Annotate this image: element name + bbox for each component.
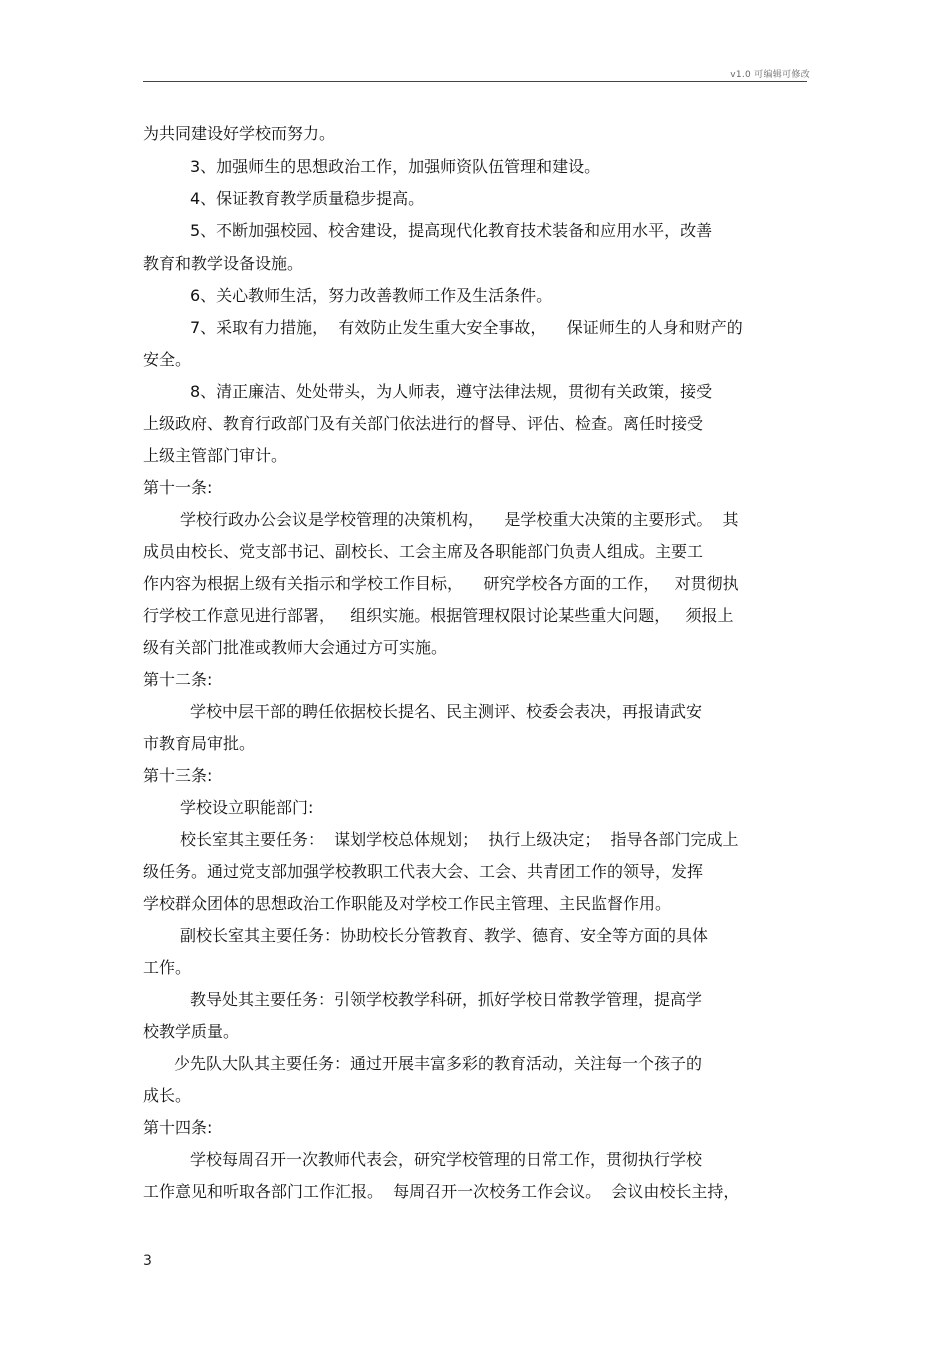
text-line: 第十一条: [143,478,213,497]
text-line: 7、采取有力措施， 有效防止发生重大安全事故， 保证师生的人身和财产的 [190,318,743,337]
text-line: 教导处其主要任务：引领学校教学科研，抓好学校日常教学管理，提高学 [190,990,703,1009]
text-line: 校长室其主要任务： 谋划学校总体规划； 执行上级决定； 指导各部门完成上 [180,830,739,849]
text-line: 学校每周召开一次教师代表会，研究学校管理的日常工作，贯彻执行学校 [190,1150,703,1169]
text-line: 市教育局审批。 [143,734,256,753]
text-line: 成员由校长、党支部书记、副校长、工会主席及各职能部门负责人组成。主要工 [143,542,704,561]
text-line: 8、清正廉洁、处处带头，为人师表，遵守法律法规，贯彻有关政策，接受 [190,382,713,401]
text-line: 4、保证教育教学质量稳步提高。 [190,189,425,208]
page-number: 3 [143,1253,152,1269]
text-line: 教育和教学设备设施。 [143,254,304,273]
text-line: 安全。 [143,350,192,369]
text-line: 5、不断加强校园、校舍建设，提高现代化教育技术装备和应用水平，改善 [190,221,713,240]
text-line: 级有关部门批准或教师大会通过方可实施。 [143,638,448,657]
text-line: 学校设立职能部门: [180,798,314,817]
header-version-note: v1.0 可编辑可修改 [730,70,810,80]
text-line: 上级主管部门审计。 [143,446,288,465]
text-line: 学校群众团体的思想政治工作职能及对学校工作民主管理、主民监督作用。 [143,894,672,913]
text-line: 第十三条: [143,766,213,785]
text-line: 6、关心教师生活，努力改善教师工作及生活条件。 [190,286,553,305]
text-line: 工作。 [143,958,192,977]
text-line: 上级政府、教育行政部门及有关部门依法进行的督导、评估、检查。离任时接受 [143,414,704,433]
text-line: 工作意见和听取各部门工作汇报。 每周召开一次校务工作会议。 会议由校长主持， [143,1182,740,1201]
text-line: 少先队大队其主要任务：通过开展丰富多彩的教育活动，关注每一个孩子的 [174,1054,703,1073]
text-line: 行学校工作意见进行部署， 组织实施。根据管理权限讨论某些重大问题， 须报上 [143,606,734,625]
text-line: 级任务。通过党支部加强学校教职工代表大会、工会、共青团工作的领导，发挥 [143,862,704,881]
header-rule [143,81,807,82]
text-line: 副校长室其主要任务：协助校长分管教育、教学、德育、安全等方面的具体 [180,926,709,945]
text-line: 学校中层干部的聘任依据校长提名、民主测评、校委会表决，再报请武安 [190,702,703,721]
text-line: 3、加强师生的思想政治工作，加强师资队伍管理和建设。 [190,157,601,176]
text-line: 为共同建设好学校而努力。 [143,124,336,143]
text-line: 第十二条: [143,670,213,689]
text-line: 校教学质量。 [143,1022,240,1041]
text-line: 第十四条: [143,1118,213,1137]
text-line: 成长。 [143,1086,192,1105]
text-line: 作内容为根据上级有关指示和学校工作目标， 研究学校各方面的工作， 对贯彻执 [143,574,739,593]
text-line: 学校行政办公会议是学校管理的决策机构， 是学校重大决策的主要形式。 其 [180,510,739,529]
